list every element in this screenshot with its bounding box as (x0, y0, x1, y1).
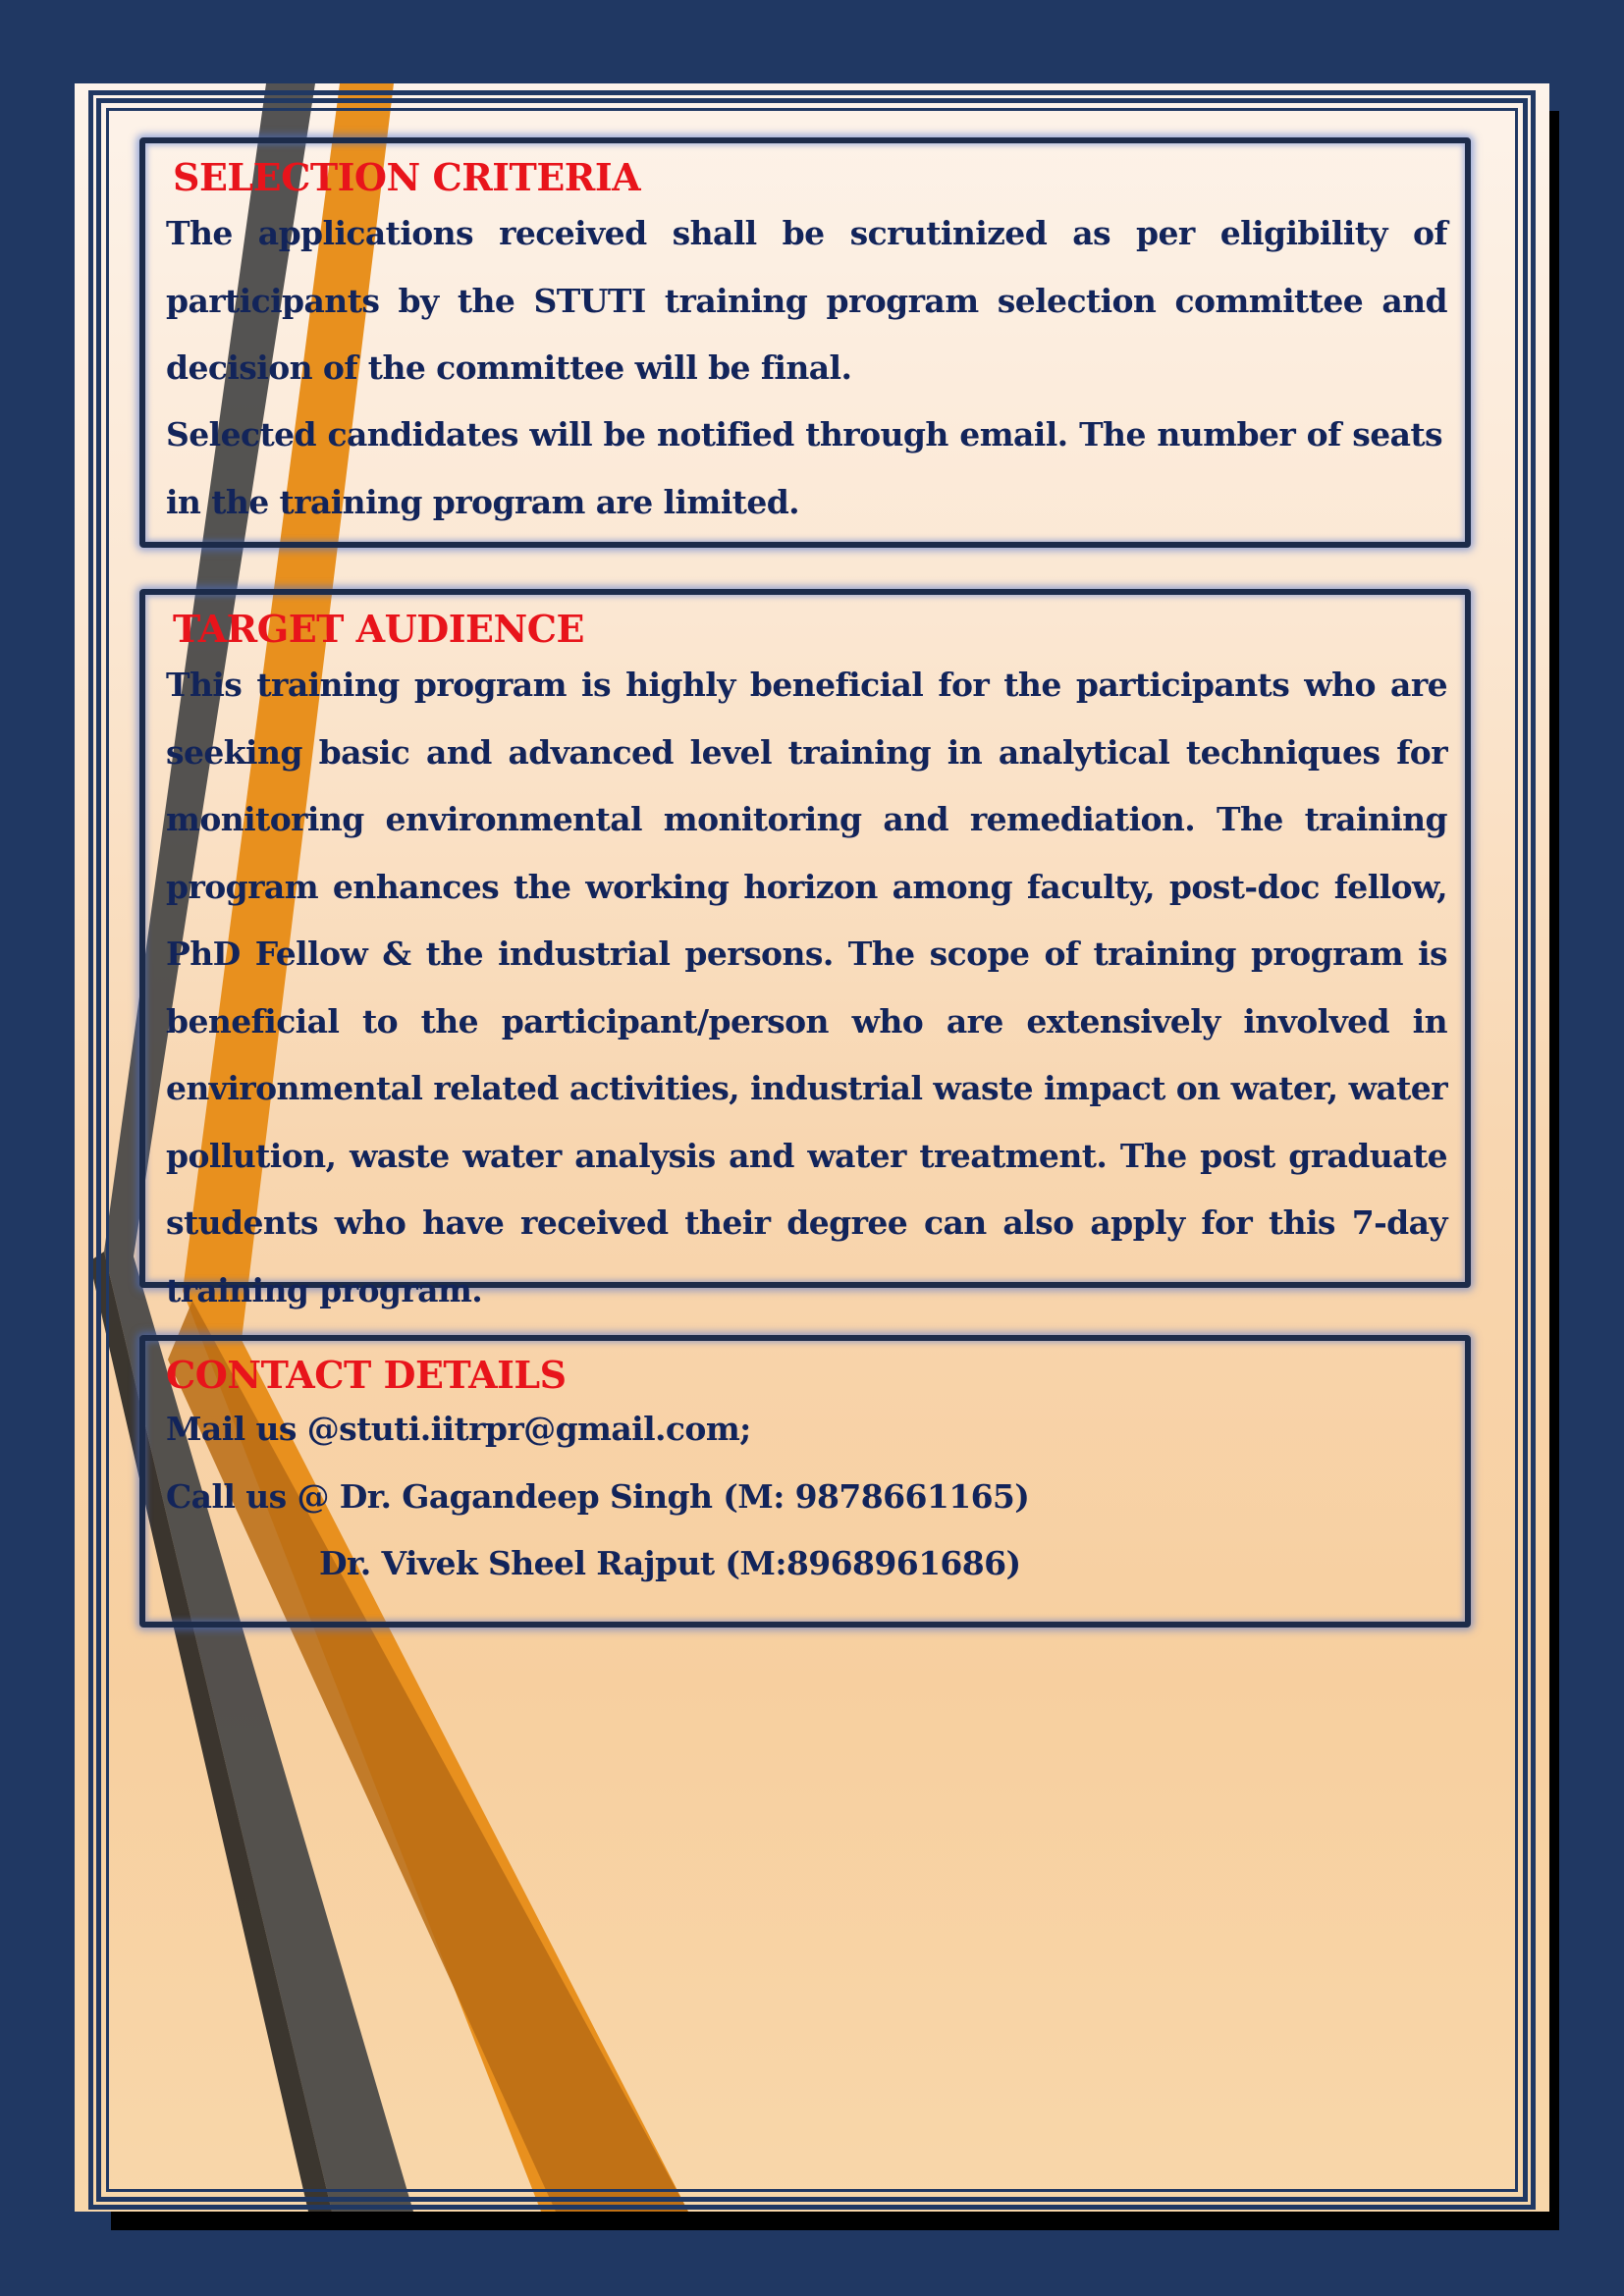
contact-email-line: Mail us @stuti.iitrpr@gmail.com; (166, 1410, 751, 1448)
selection-criteria-paragraph-1: The applications received shall be scrutinized as per eligibility of participants by the STUTI training program selection committee and decision of the committee will be final. (166, 214, 1447, 387)
contact-phone-line-1: Call us @ Dr. Gagandeep Singh (M: 9878661165) (166, 1477, 1030, 1516)
contact-details-heading: CONTACT DETAILS (166, 1353, 567, 1397)
selection-criteria-paragraph-2: Selected candidates will be notified through email. The number of seats in the training program are limited. (166, 415, 1442, 521)
target-audience-paragraph: This training program is highly beneficial for the participants who are seeking basic and advanced level training in analytical techniques for monitoring environmental monitoring and remediation. The training program enhances the working horizon among faculty, post-doc fellow, PhD Fellow & the industrial persons. The scope of training program is beneficial to the participant/person who are extensively involved in environmental related activities, industrial waste impact on water, water pollution, waste water analysis and water treatment. The post graduate students who have received their degree can also apply for this 7-day training program. (166, 666, 1447, 1309)
selection-criteria-heading: SELECTION CRITERIA (173, 155, 641, 199)
target-audience-heading: TARGET AUDIENCE (173, 607, 584, 651)
contact-phone-line-2: Dr. Vivek Sheel Rajput (M:8968961686) (319, 1544, 1021, 1582)
